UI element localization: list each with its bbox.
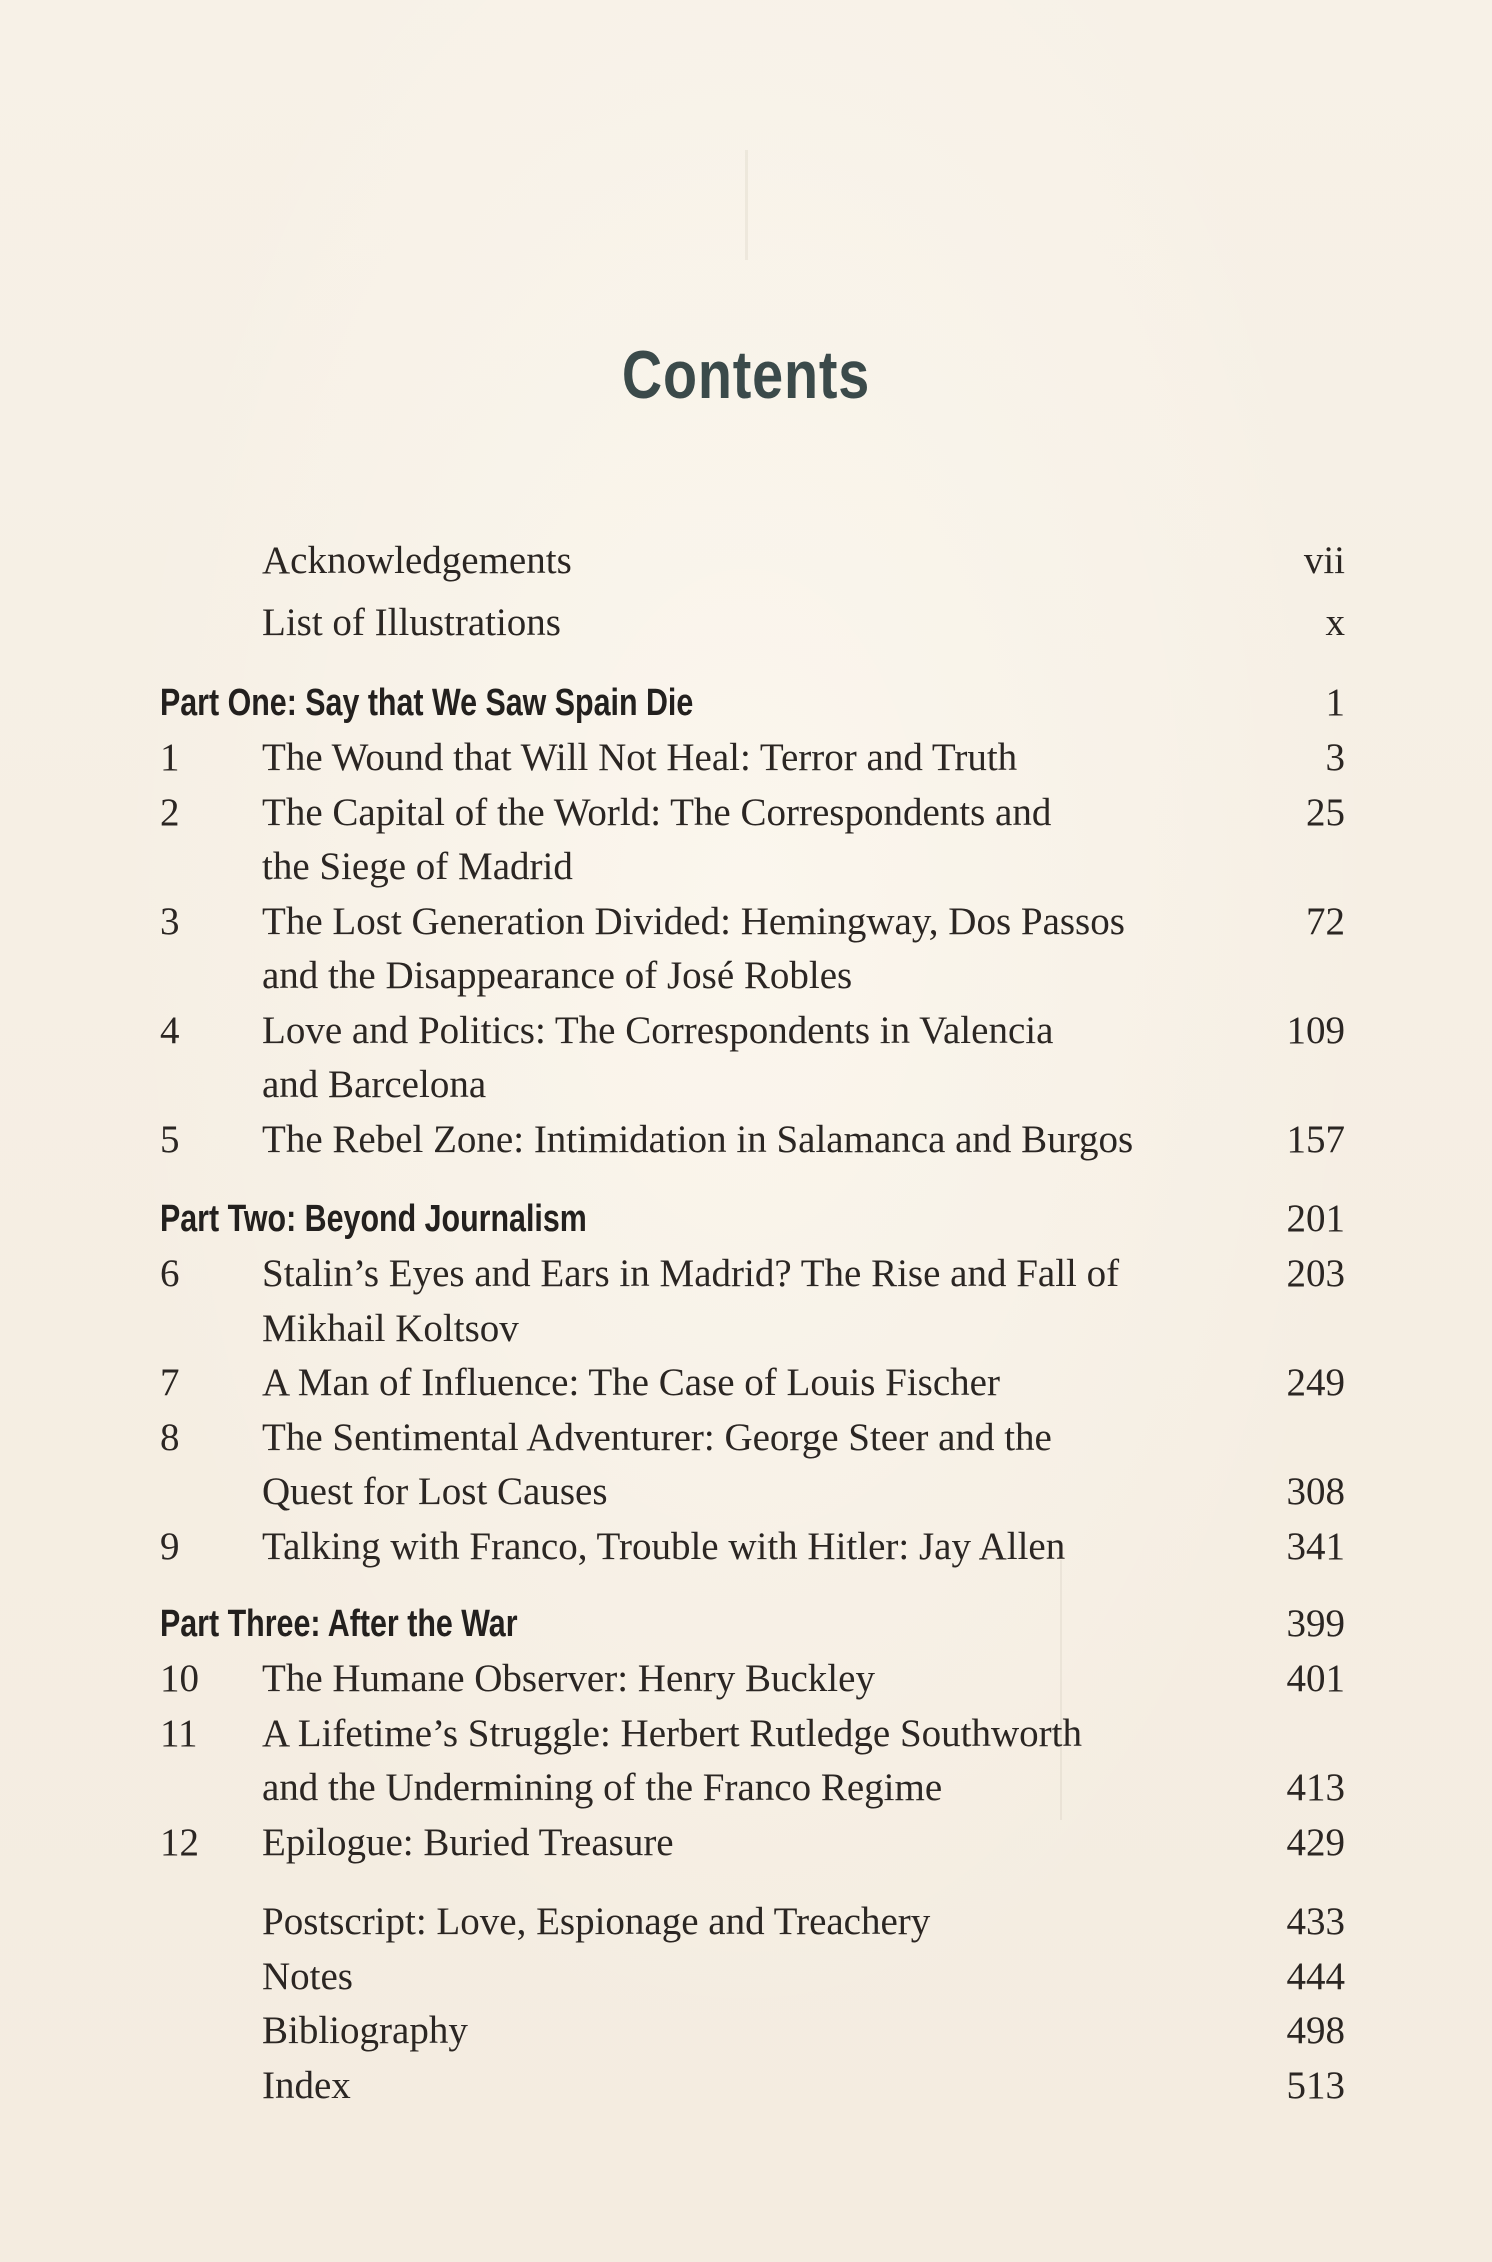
chapter-number: 1 <box>160 736 180 779</box>
chapter-number: 6 <box>160 1252 180 1295</box>
chapter-title-line: The Lost Generation Divided: Hemingway, Dos Passos <box>262 899 1125 943</box>
chapter-number: 2 <box>160 790 180 834</box>
page-number: 3 <box>1325 736 1345 779</box>
part-heading <box>0 1597 1492 1651</box>
chapter-title-line: Stalin’s Eyes and Ears in Madrid? The Rise and Fall of <box>262 1252 1120 1295</box>
chapter-number: 5 <box>160 1117 180 1161</box>
chapter-title-line: A Lifetime’s Struggle: Herbert Rutledge Southworth <box>262 1711 1082 1755</box>
page-number: 1 <box>1325 681 1345 724</box>
page-number: 341 <box>1286 1524 1345 1568</box>
chapter-entry <box>0 895 1492 949</box>
chapter-title-line: The Humane Observer: Henry Buckley <box>262 1657 875 1700</box>
page-number: 498 <box>1286 2009 1345 2052</box>
page-number: 413 <box>1286 1766 1345 1809</box>
entry-title: Notes <box>262 1954 353 1998</box>
chapter-title-line: Talking with Franco, Trouble with Hitler: Jay Allen <box>262 1524 1066 1568</box>
chapter-entry <box>0 1520 1492 1574</box>
part-heading <box>0 1192 1492 1246</box>
chapter-number: 9 <box>160 1524 180 1568</box>
chapter-entry <box>0 1356 1492 1410</box>
chapter-title-line: Mikhail Koltsov <box>262 1306 519 1350</box>
chapter-entry <box>0 949 1492 1003</box>
chapter-number: 4 <box>160 1008 180 1052</box>
chapter-entry <box>0 1816 1492 1870</box>
chapter-entry <box>0 1465 1492 1519</box>
chapter-entry <box>0 1004 1492 1058</box>
chapter-entry <box>0 1652 1492 1706</box>
toc-entry-back <box>0 2059 1492 2113</box>
part-heading <box>0 676 1492 730</box>
toc-entry-back <box>0 1950 1492 2004</box>
page-number: 203 <box>1286 1252 1345 1295</box>
page-number: 308 <box>1286 1470 1345 1513</box>
page-number: 429 <box>1286 1820 1345 1864</box>
page-number: x <box>1325 601 1345 644</box>
page-number: 201 <box>1286 1197 1345 1240</box>
chapter-title-line: Quest for Lost Causes <box>262 1470 608 1513</box>
chapter-number: 8 <box>160 1415 180 1459</box>
chapter-entry <box>0 1247 1492 1301</box>
page-number: 401 <box>1286 1657 1345 1700</box>
page-number: 25 <box>1306 790 1345 834</box>
chapter-entry <box>0 1058 1492 1112</box>
entry-title: Postscript: Love, Espionage and Treachery <box>262 1900 931 1943</box>
toc-entry-front <box>0 534 1492 588</box>
chapter-title-line: The Wound that Will Not Heal: Terror and Truth <box>262 736 1018 779</box>
chapter-number: 3 <box>160 899 180 943</box>
chapter-title-line: A Man of Influence: The Case of Louis Fischer <box>262 1361 1000 1404</box>
toc-entry-back <box>0 1895 1492 1949</box>
chapter-entry <box>0 840 1492 894</box>
chapter-number: 11 <box>160 1711 198 1755</box>
chapter-entry <box>0 1113 1492 1167</box>
chapter-entry <box>0 1302 1492 1356</box>
entry-title: Bibliography <box>262 2009 468 2052</box>
entry-title: Acknowledgements <box>262 539 572 582</box>
page-number: 513 <box>1286 2063 1345 2107</box>
chapter-number: 12 <box>160 1820 199 1864</box>
page-title: Contents <box>621 337 871 413</box>
page-number: 444 <box>1286 1954 1345 1998</box>
chapter-entry <box>0 731 1492 785</box>
chapter-title-line: Epilogue: Buried Treasure <box>262 1820 674 1864</box>
chapter-number: 10 <box>160 1657 199 1700</box>
chapter-title-line: and the Disappearance of José Robles <box>262 954 853 997</box>
chapter-number: 7 <box>160 1361 180 1404</box>
paper-mark <box>745 150 748 260</box>
page-number: 109 <box>1286 1008 1345 1052</box>
part-title: Part One: Say that We Saw Spain Die <box>160 682 694 724</box>
chapter-entry <box>0 1411 1492 1465</box>
chapter-entry <box>0 1707 1492 1761</box>
entry-title: List of Illustrations <box>262 601 561 644</box>
part-title: Part Three: After the War <box>160 1603 518 1645</box>
chapter-title-line: and Barcelona <box>262 1063 487 1106</box>
chapter-title-line: and the Undermining of the Franco Regime <box>262 1766 943 1809</box>
chapter-title-line: Love and Politics: The Correspondents in Valencia <box>262 1008 1054 1052</box>
toc-entry-back <box>0 2004 1492 2058</box>
page-number: 157 <box>1286 1117 1345 1161</box>
page-number: 72 <box>1306 899 1345 943</box>
entry-title: Index <box>262 2063 351 2107</box>
page-number: 249 <box>1286 1361 1345 1404</box>
chapter-title-line: The Capital of the World: The Correspondents and <box>262 790 1052 834</box>
page-number: 433 <box>1286 1900 1345 1943</box>
chapter-title-line: the Siege of Madrid <box>262 845 573 888</box>
page-number: 399 <box>1286 1602 1345 1645</box>
toc-entry-front <box>0 596 1492 650</box>
chapter-title-line: The Sentimental Adventurer: George Steer and the <box>262 1415 1052 1459</box>
page-number: vii <box>1303 539 1345 582</box>
part-title: Part Two: Beyond Journalism <box>160 1198 587 1240</box>
chapter-entry <box>0 1761 1492 1815</box>
chapter-entry <box>0 786 1492 840</box>
chapter-title-line: The Rebel Zone: Intimidation in Salamanca and Burgos <box>262 1117 1134 1161</box>
